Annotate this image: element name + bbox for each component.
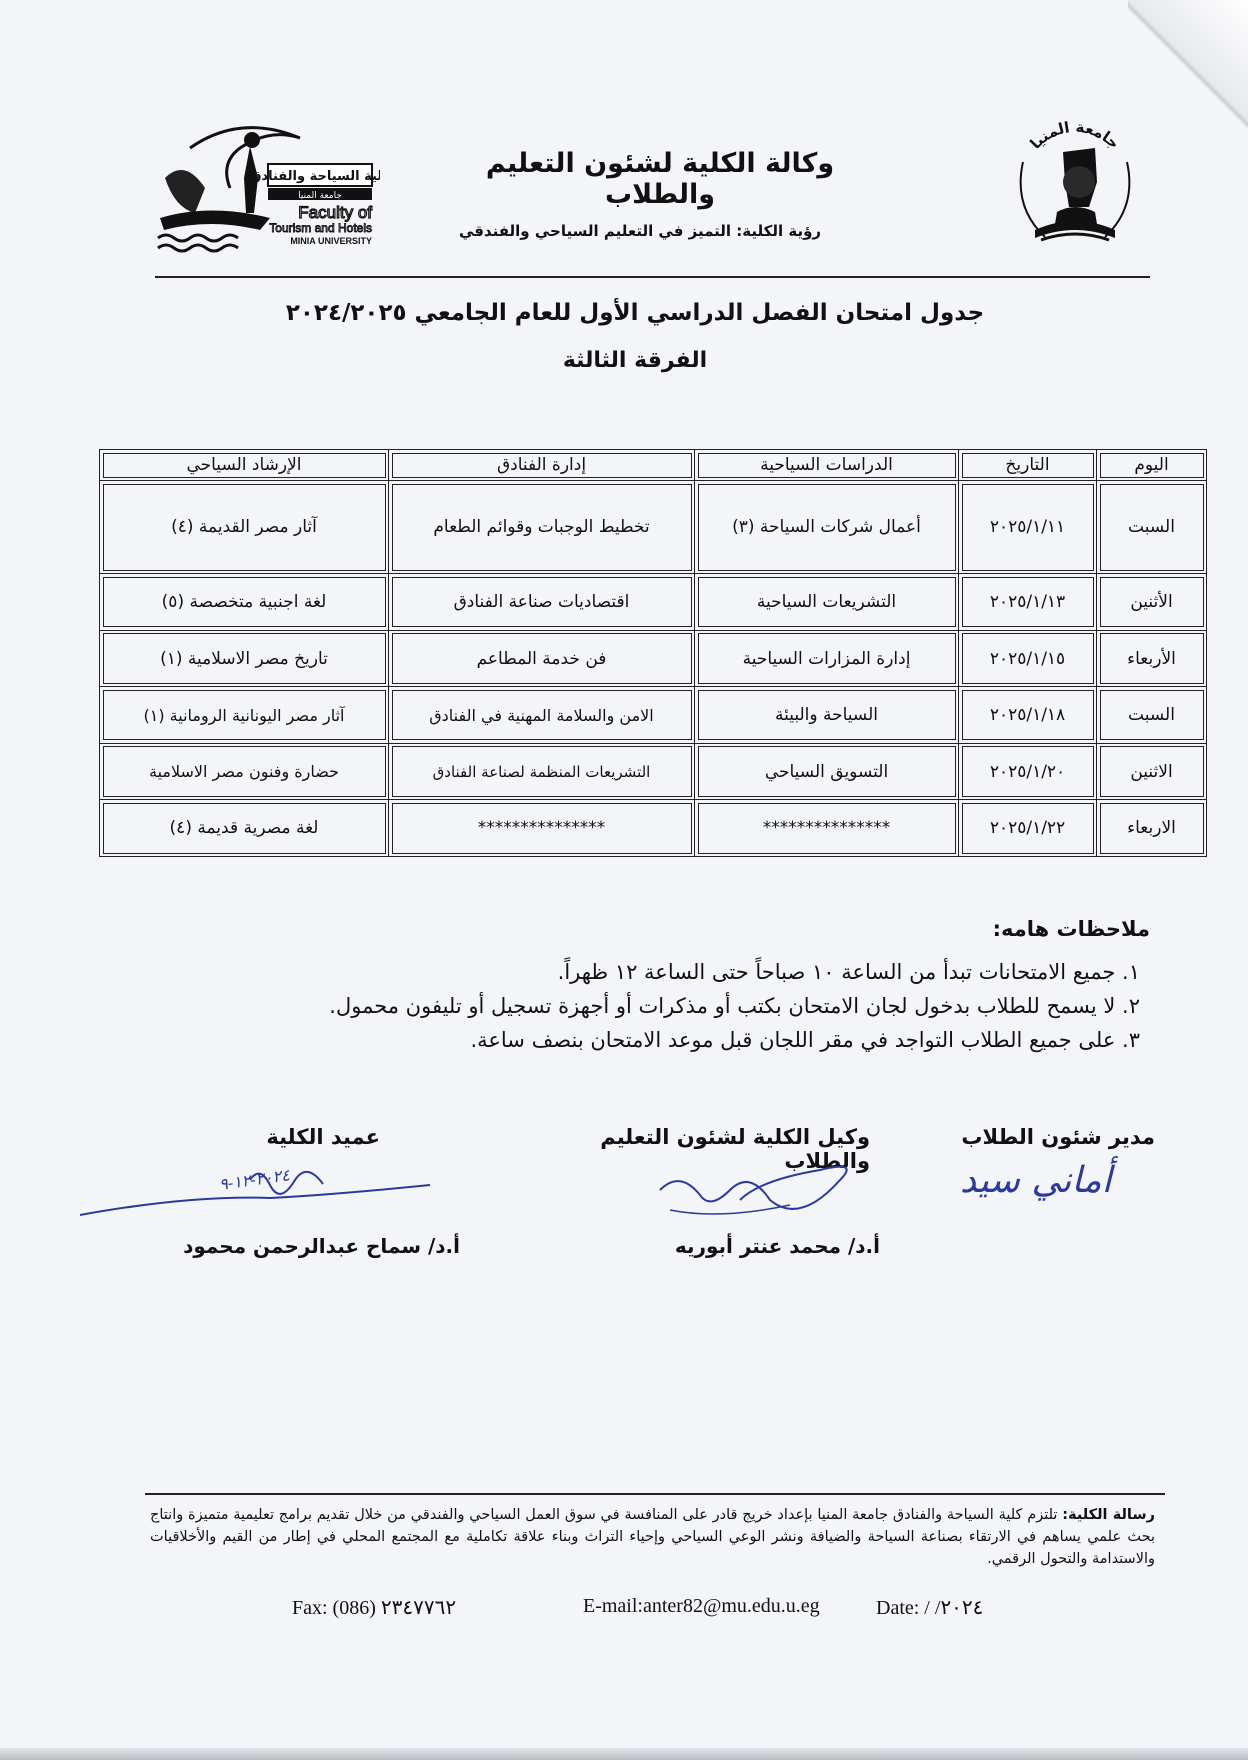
schedule-title: جدول امتحان الفصل الدراسي الأول للعام الجامعي ٢٠٢٤/٢٠٢٥ (285, 300, 985, 326)
cell-day: الأثنين (1097, 574, 1207, 631)
page-bottom-edge (0, 1748, 1248, 1760)
cell-hotel-management: التشريعات المنظمة لصناعة الفنادق (389, 743, 695, 800)
page-corner-fold (1128, 0, 1248, 130)
header-tourism-studies: الدراسات السياحية (695, 450, 959, 481)
faculty-vision: رؤية الكلية: التميز في التعليم السياحي والفندقي (458, 222, 822, 240)
cell-hotel-management: فن خدمة المطاعم (389, 630, 695, 687)
schedule-subtitle: الفرقة الثالثة (562, 348, 708, 373)
header-day: اليوم (1097, 450, 1207, 481)
cell-hotel-management: تخطيط الوجبات وقوائم الطعام (389, 481, 695, 574)
vice-dean-name: أ.د/ محمد عنتر أبوريه (674, 1234, 880, 1258)
table-row (100, 800, 1207, 857)
svg-text:جامعة المنيا: جامعة المنيا (1026, 117, 1124, 153)
note-item: ٢. لا يسمح للطلاب بدخول لجان الامتحان بكتب أو مذكرات أو أجهزة تسجيل أو تليفون محمول. (329, 994, 1140, 1018)
dean-signature (70, 1160, 440, 1230)
cell-hotel-management: الامن والسلامة المهنية في الفنادق (389, 687, 695, 744)
dean-title: عميد الكلية (266, 1125, 380, 1149)
cell-tourist-guidance: حضارة وفنون مصر الاسلامية (100, 743, 389, 800)
cell-date: ٢٠٢٥/١/١٣ (959, 574, 1097, 631)
cell-tourist-guidance: لغة مصرية قديمة (٤) (100, 800, 389, 857)
document-date: Date: / /٢٠٢٤ (876, 1597, 984, 1619)
note-item: ٣. على جميع الطلاب التواجد في مقر اللجان قبل موعد الامتحان بنصف ساعة. (470, 1028, 1140, 1052)
header-tourist-guidance: الإرشاد السياحي (100, 450, 389, 481)
table-row (100, 687, 1207, 744)
svg-text:Tourism and Hotels: Tourism and Hotels (269, 221, 372, 235)
notes-list (150, 955, 1140, 1057)
faculty-logo-emblem (150, 118, 380, 263)
cell-tourist-guidance: آثار مصر القديمة (٤) (100, 481, 389, 574)
mission-label: رسالة الكلية: (1062, 1507, 1155, 1523)
cell-tourism-studies: السياحة والبيئة (695, 687, 959, 744)
cell-date: ٢٠٢٥/١/١٨ (959, 687, 1097, 744)
cell-date: ٢٠٢٥/١/١٥ (959, 630, 1097, 687)
svg-text:جامعة المنيا: جامعة المنيا (298, 191, 342, 201)
cell-tourism-studies: التسويق السياحي (695, 743, 959, 800)
cell-hotel-management: *************** (389, 800, 695, 857)
cell-tourism-studies: إدارة المزارات السياحية (695, 630, 959, 687)
dean-name: أ.د/ سماح عبدالرحمن محمود (183, 1234, 460, 1258)
cell-day: السبت (1097, 687, 1207, 744)
fax-number: Fax: (086) ٢٣٤٧٧٦٢ (292, 1597, 457, 1619)
cell-tourist-guidance: آثار مصر اليونانية الرومانية (١) (100, 687, 389, 744)
university-logo (1005, 112, 1145, 262)
cell-date: ٢٠٢٥/١/٢٢ (959, 800, 1097, 857)
table-row (100, 630, 1207, 687)
mission-text: تلتزم كلية السياحة والفنادق جامعة المنيا بإعداد خريج قادر على المنافسة في سوق العمل السياحي والفندقي من خلال تقديم برامج تعليمية متميزة وانتاج بحث علمي يساهم في الارتقاء بصناعة السياحة والضيافة ونشر الوعي السياحي وإحياء التراث وبناء علاقة تكاملية مع المجتمع المحلي في إطار من القيم والأخلاقيات والاستدامة والتحول الرقمي. (150, 1507, 1155, 1567)
table-row (100, 481, 1207, 574)
cell-tourism-studies: أعمال شركات السياحة (٣) (695, 481, 959, 574)
exam-schedule-table (99, 449, 1207, 857)
cell-tourist-guidance: لغة اجنبية متخصصة (٥) (100, 574, 389, 631)
svg-text:٢٠٢٤-١٢-٩: ٢٠٢٤-١٢-٩ (217, 1165, 291, 1194)
svg-text:كلية السياحة والفنادق: كلية السياحة والفنادق (249, 169, 380, 184)
cell-tourism-studies: *************** (695, 800, 959, 857)
cell-day: الأربعاء (1097, 630, 1207, 687)
cell-day: الاربعاء (1097, 800, 1207, 857)
vice-dean-title: وكيل الكلية لشئون التعليم والطلاب (600, 1125, 870, 1173)
cell-tourist-guidance: تاريخ مصر الاسلامية (١) (100, 630, 389, 687)
cell-date: ٢٠٢٥/١/١١ (959, 481, 1097, 574)
note-item: ١. جميع الامتحانات تبدأ من الساعة ١٠ صباحاً حتى الساعة ١٢ ظهراً. (557, 960, 1140, 984)
svg-text:MINIA UNIVERSITY: MINIA UNIVERSITY (290, 236, 372, 246)
header-date: التاريخ (959, 450, 1097, 481)
cell-tourism-studies: التشريعات السياحية (695, 574, 959, 631)
student-affairs-signature: أماني سيد (960, 1160, 1112, 1201)
cell-date: ٢٠٢٥/١/٢٠ (959, 743, 1097, 800)
faculty-logo (150, 118, 380, 263)
cell-hotel-management: اقتصاديات صناعة الفنادق (389, 574, 695, 631)
table-row (100, 574, 1207, 631)
table-header-row (100, 450, 1207, 481)
table-row (100, 743, 1207, 800)
svg-text:Faculty of: Faculty of (298, 203, 372, 222)
faculty-mission (150, 1504, 1155, 1570)
student-affairs-title: مدير شئون الطلاب (961, 1125, 1155, 1149)
cell-day: السبت (1097, 481, 1207, 574)
notes-title: ملاحظات هامه: (992, 917, 1150, 941)
vice-dean-signature (640, 1150, 880, 1230)
footer-divider (145, 1493, 1165, 1495)
cell-day: الاثنين (1097, 743, 1207, 800)
agency-title: وكالة الكلية لشئون التعليم والطلاب (485, 148, 835, 210)
header-hotel-management: إدارة الفنادق (389, 450, 695, 481)
header-divider (155, 276, 1150, 278)
email-address: E-mail:anter82@mu.edu.u.eg (583, 1595, 820, 1617)
